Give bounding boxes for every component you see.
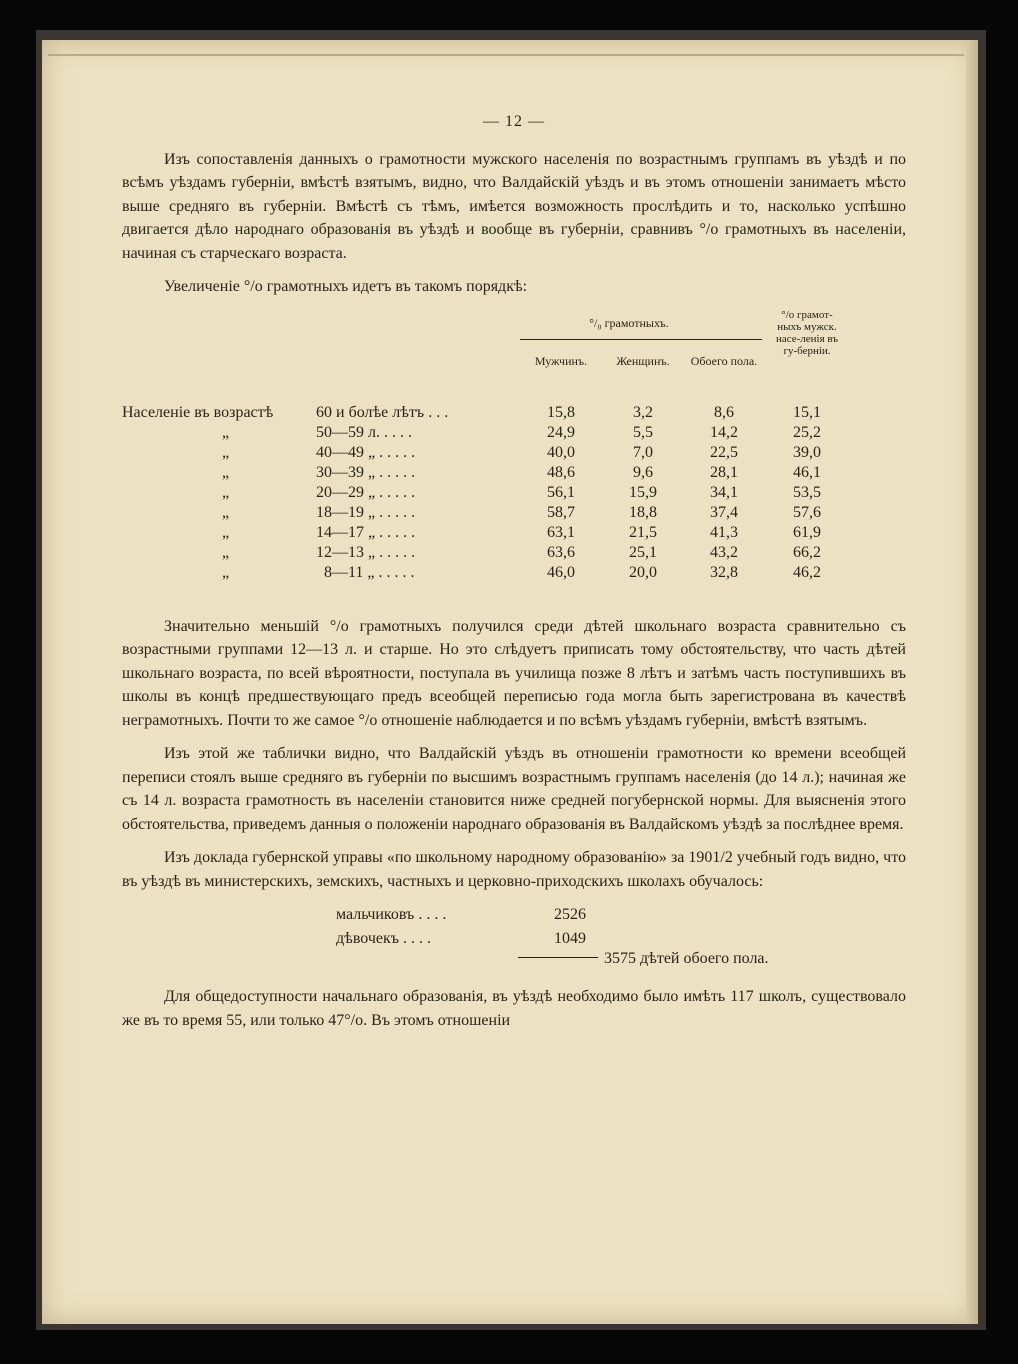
- age-group: 12—13 „ . . . . .: [316, 543, 416, 561]
- header-men: Мужчинъ.: [534, 353, 588, 368]
- age-group: 50—59 л. . . . .: [316, 423, 412, 441]
- age-group: 8—11 „ . . . . .: [324, 563, 415, 581]
- cell-both: 34,1: [710, 483, 738, 501]
- paragraph-schools-needed: Для общедоступности начальнаго образованія, въ уѣздѣ необходимо было имѣть 117 школъ, существовало же въ то время 55, или только 47°/о. Въ этомъ отношеніи: [122, 988, 906, 1029]
- age-group: 20—29 „ . . . . .: [316, 483, 416, 501]
- cell-province: 25,2: [793, 423, 821, 441]
- page-top-border: [48, 54, 964, 56]
- cell-both: 37,4: [710, 503, 738, 521]
- cell-men: 48,6: [547, 463, 575, 481]
- literacy-table: [122, 309, 906, 615]
- ditto-mark: „: [222, 543, 230, 561]
- header-both-sexes: Обоего пола.: [690, 353, 758, 368]
- header-women: Женщинъ.: [616, 353, 670, 368]
- cell-province: 66,2: [793, 543, 821, 561]
- book-page: [42, 40, 978, 1324]
- cell-both: 28,1: [710, 463, 738, 481]
- cell-men: 46,0: [547, 563, 575, 581]
- boys-label: мальчиковъ . . . .: [336, 906, 447, 923]
- table-row: [122, 503, 906, 523]
- cell-both: 32,8: [710, 563, 738, 581]
- cell-women: 25,1: [629, 543, 657, 561]
- cell-men: 24,9: [547, 423, 575, 441]
- girls-count: 1049: [554, 930, 586, 947]
- enrollment-total: 3575 дѣтей обоего пола.: [604, 950, 769, 967]
- girls-label: дѣвочекъ . . . .: [336, 930, 432, 947]
- table-row: [122, 443, 906, 463]
- age-group: 18—19 „ . . . . .: [316, 503, 416, 521]
- age-group: 40—49 „ . . . . .: [316, 443, 416, 461]
- cell-men: 58,7: [547, 503, 575, 521]
- paragraph-report: Изъ доклада губернской управы «по школьному народному образованію» за 1901/2 учебный годъ видно, что въ уѣздѣ въ министерскихъ, земскихъ, частныхъ и церковно-приходскихъ школахъ обучалось:: [122, 849, 906, 890]
- cell-women: 20,0: [629, 563, 657, 581]
- cell-province: 15,1: [793, 403, 821, 421]
- cell-both: 14,2: [710, 423, 738, 441]
- boys-count: 2526: [554, 906, 586, 923]
- cell-women: 5,5: [633, 423, 653, 441]
- age-group: 60 и болѣе лѣтъ . . .: [316, 403, 449, 421]
- ditto-mark: „: [222, 503, 230, 521]
- table-row: [122, 403, 906, 423]
- table-row: [122, 423, 906, 443]
- cell-women: 18,8: [629, 503, 657, 521]
- paragraph-comparison: Изъ этой же таблички видно, что Валдайскій уѣздъ въ отношеніи грамотности ко времени всеобщей переписи стоялъ выше средняго въ губерніи по высшимъ возрастнымъ группамъ населенія (до 14 л.); начиная же съ 14 л. возраста грамотность въ населеніи становится ниже средней погубернской нормы. Для выясненія этого обстоятельства, приведемъ данныя о положеніи народнаго образованія въ Валдайскомъ уѣздѣ за послѣднее время.: [122, 745, 906, 833]
- row-label: Населеніе въ возрастѣ: [122, 403, 274, 421]
- cell-province: 57,6: [793, 503, 821, 521]
- ditto-mark: „: [222, 423, 230, 441]
- page-number: — 12 —: [483, 113, 545, 130]
- sum-rule: [518, 957, 598, 958]
- cell-women: 21,5: [629, 523, 657, 541]
- age-group: 30—39 „ . . . . .: [316, 463, 416, 481]
- header-province-male: °/о грамот-ныхъ мужск. насе-ленія въ гу-берніи.: [775, 308, 839, 357]
- header-rule: [520, 339, 762, 340]
- age-group: 14—17 „ . . . . .: [316, 523, 416, 541]
- cell-men: 63,1: [547, 523, 575, 541]
- ditto-mark: „: [222, 463, 230, 481]
- table-row: [122, 543, 906, 563]
- ditto-mark: „: [222, 443, 230, 461]
- cell-both: 43,2: [710, 543, 738, 561]
- table-row: [122, 463, 906, 483]
- cell-province: 53,5: [793, 483, 821, 501]
- header-literate-percent: °/₀ грамотныхъ.: [589, 315, 669, 330]
- table-row: [122, 563, 906, 583]
- cell-women: 3,2: [633, 403, 653, 421]
- cell-men: 56,1: [547, 483, 575, 501]
- enrollment-tally: [122, 903, 906, 975]
- ditto-mark: „: [222, 563, 230, 581]
- cell-both: 8,6: [714, 403, 734, 421]
- ditto-mark: „: [222, 483, 230, 501]
- table-row: [122, 483, 906, 503]
- cell-women: 7,0: [633, 443, 653, 461]
- ditto-mark: „: [222, 523, 230, 541]
- cell-province: 46,2: [793, 563, 821, 581]
- page-fore-edge: [966, 40, 978, 1324]
- cell-province: 61,9: [793, 523, 821, 541]
- paragraph-school-age: Значительно меньшій °/о грамотныхъ получился среди дѣтей школьнаго возраста сравнительно съ возрастными группами 12—13 л. и старше. Но это слѣдуетъ приписать тому обстоятельству, что часть дѣтей школьнаго возраста, по всей вѣроятности, поступала въ училища позже 8 лѣтъ и затѣмъ часть поступившихъ въ школы въ концѣ предшествующаго предъ всеобщей переписью года могла быть зарегистрована въ качествѣ неграмотныхъ. Почти то же самое °/о отношеніе наблюдается и по всѣмъ уѣздамъ губерніи, вмѣстѣ взятымъ.: [122, 617, 906, 729]
- cell-both: 41,3: [710, 523, 738, 541]
- cell-men: 63,6: [547, 543, 575, 561]
- cell-province: 46,1: [793, 463, 821, 481]
- cell-women: 9,6: [633, 463, 653, 481]
- cell-men: 15,8: [547, 403, 575, 421]
- page-content: [122, 110, 906, 1032]
- cell-province: 39,0: [793, 443, 821, 461]
- table-row: [122, 523, 906, 543]
- cell-both: 22,5: [710, 443, 738, 461]
- cell-men: 40,0: [547, 443, 575, 461]
- paragraph-intro: Изъ сопоставленія данныхъ о грамотности мужского населенія по возрастнымъ группамъ въ уѣздѣ и по всѣмъ уѣздамъ губерніи, вмѣстѣ взятымъ, видно, что Валдайскій уѣздъ и въ этомъ отношеніи занимаетъ мѣсто выше средняго въ губерніи. Вмѣстѣ съ тѣмъ, имѣется возможность прослѣдить и то, насколько успѣшно двигается дѣло народнаго образованія въ уѣздѣ и вообще въ губерніи, сравнивъ °/о грамотныхъ въ населеніи, начиная съ старческаго возраста.: [122, 150, 906, 262]
- cell-women: 15,9: [629, 483, 657, 501]
- paragraph-table-lead: Увеличеніе °/о грамотныхъ идетъ въ такомъ порядкѣ:: [164, 278, 528, 295]
